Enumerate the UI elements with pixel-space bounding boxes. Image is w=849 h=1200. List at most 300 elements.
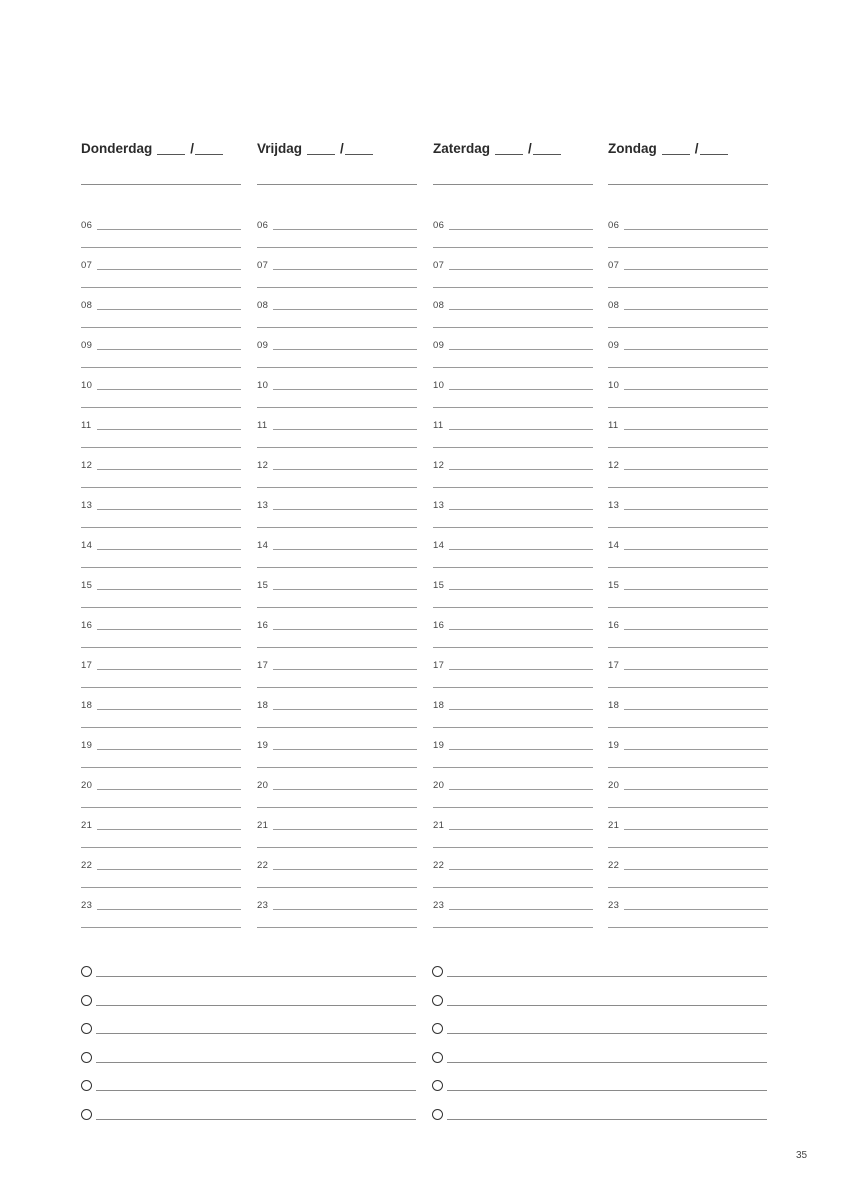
hour-entry-line-secondary[interactable] (433, 727, 593, 728)
hour-entry-line-secondary[interactable] (81, 247, 241, 248)
hour-entry-line[interactable] (624, 349, 768, 350)
hour-entry-line[interactable] (624, 869, 768, 870)
hour-label: 06 (257, 220, 269, 231)
hour-label: 13 (608, 500, 620, 511)
hour-row (433, 820, 593, 860)
hour-label: 20 (81, 780, 93, 791)
hour-row (257, 260, 417, 300)
hour-row (81, 500, 241, 540)
hour-entry-line[interactable] (624, 229, 768, 230)
hour-row (433, 620, 593, 660)
hour-entry-line[interactable] (273, 229, 417, 230)
hour-entry-line-secondary[interactable] (608, 687, 768, 688)
hour-label: 20 (608, 780, 620, 791)
hour-entry-line-secondary[interactable] (257, 767, 417, 768)
hour-entry-line-secondary[interactable] (433, 607, 593, 608)
hour-entry-line[interactable] (273, 909, 417, 910)
hour-label: 21 (433, 820, 445, 831)
task-entry-line[interactable] (96, 1033, 416, 1034)
hour-row (81, 340, 241, 380)
hour-row (257, 660, 417, 700)
hour-entry-line-secondary[interactable] (81, 567, 241, 568)
hour-entry-line-secondary[interactable] (608, 327, 768, 328)
hour-entry-line[interactable] (449, 669, 593, 670)
hour-label: 12 (257, 460, 269, 471)
hour-entry-line-secondary[interactable] (608, 447, 768, 448)
task-entry-line[interactable] (447, 1090, 767, 1091)
checkbox-circle-icon[interactable] (432, 1109, 443, 1120)
hour-entry-line[interactable] (273, 429, 417, 430)
task-item (432, 1052, 768, 1066)
hour-row (433, 300, 593, 340)
hour-entry-line[interactable] (273, 349, 417, 350)
hour-entry-line-secondary[interactable] (257, 687, 417, 688)
hour-row (608, 780, 768, 820)
hour-label: 21 (608, 820, 620, 831)
checkbox-circle-icon[interactable] (81, 995, 92, 1006)
hour-entry-line[interactable] (97, 709, 241, 710)
hour-entry-line[interactable] (273, 629, 417, 630)
hour-row (257, 420, 417, 460)
hour-entry-line-secondary[interactable] (608, 767, 768, 768)
hour-entry-line-secondary[interactable] (257, 727, 417, 728)
hour-entry-line[interactable] (97, 269, 241, 270)
day-date-blank[interactable] (662, 154, 690, 155)
hour-row (433, 860, 593, 900)
hour-label: 09 (608, 340, 620, 351)
hour-entry-line[interactable] (97, 669, 241, 670)
hour-row (433, 460, 593, 500)
checkbox-circle-icon[interactable] (81, 966, 92, 977)
hour-row (81, 460, 241, 500)
hour-entry-line[interactable] (273, 469, 417, 470)
hour-row (257, 220, 417, 260)
hour-entry-line-secondary[interactable] (433, 327, 593, 328)
day-note-line[interactable] (257, 184, 417, 185)
hour-entry-line[interactable] (97, 589, 241, 590)
hour-entry-line-secondary[interactable] (81, 527, 241, 528)
hour-entry-line[interactable] (449, 589, 593, 590)
hour-label: 13 (81, 500, 93, 511)
hour-entry-line-secondary[interactable] (257, 807, 417, 808)
hour-label: 16 (608, 620, 620, 631)
hour-label: 17 (433, 660, 445, 671)
hour-entry-line[interactable] (449, 789, 593, 790)
hour-entry-line-secondary[interactable] (81, 327, 241, 328)
day-name: Donderdag (81, 141, 153, 156)
hour-entry-line-secondary[interactable] (257, 487, 417, 488)
hour-entry-line-secondary[interactable] (257, 847, 417, 848)
hour-entry-line[interactable] (273, 589, 417, 590)
hour-entry-line[interactable] (624, 269, 768, 270)
hour-row (608, 860, 768, 900)
hour-label: 06 (81, 220, 93, 231)
hour-entry-line[interactable] (624, 469, 768, 470)
hour-entry-line[interactable] (449, 389, 593, 390)
hour-row (433, 540, 593, 580)
task-item (81, 1080, 417, 1094)
hour-row (257, 460, 417, 500)
hour-label: 06 (608, 220, 620, 231)
hour-label: 15 (433, 580, 445, 591)
hour-entry-line-secondary[interactable] (608, 927, 768, 928)
hour-entry-line[interactable] (97, 429, 241, 430)
hour-entry-line[interactable] (273, 789, 417, 790)
hour-entry-line-secondary[interactable] (433, 887, 593, 888)
task-item (81, 966, 417, 980)
hour-entry-line[interactable] (449, 869, 593, 870)
hour-entry-line-secondary[interactable] (81, 847, 241, 848)
hour-entry-line[interactable] (97, 629, 241, 630)
hour-row (81, 620, 241, 660)
hour-label: 17 (608, 660, 620, 671)
day-date-blank[interactable] (495, 154, 523, 155)
day-header (81, 141, 223, 159)
hour-entry-line[interactable] (273, 389, 417, 390)
hour-row (81, 540, 241, 580)
checkbox-circle-icon[interactable] (81, 1052, 92, 1063)
hour-entry-line[interactable] (624, 749, 768, 750)
hour-entry-line-secondary[interactable] (433, 687, 593, 688)
hour-row (433, 260, 593, 300)
hour-row (257, 740, 417, 780)
hour-entry-line[interactable] (449, 269, 593, 270)
task-item (81, 1109, 417, 1123)
hour-label: 22 (608, 860, 620, 871)
hour-label: 12 (433, 460, 445, 471)
hour-entry-line-secondary[interactable] (433, 567, 593, 568)
task-entry-line[interactable] (447, 1033, 767, 1034)
task-entry-line[interactable] (96, 1090, 416, 1091)
hour-label: 14 (81, 540, 93, 551)
task-entry-line[interactable] (447, 1119, 767, 1120)
hour-entry-line[interactable] (449, 469, 593, 470)
hour-label: 07 (257, 260, 269, 271)
hour-row (257, 820, 417, 860)
hour-row (257, 780, 417, 820)
hour-entry-line[interactable] (449, 709, 593, 710)
hour-entry-line-secondary[interactable] (81, 647, 241, 648)
hour-entry-line-secondary[interactable] (608, 287, 768, 288)
hour-entry-line-secondary[interactable] (433, 927, 593, 928)
hour-entry-line[interactable] (449, 509, 593, 510)
hour-entry-line-secondary[interactable] (81, 287, 241, 288)
hour-label: 15 (608, 580, 620, 591)
hour-row (81, 580, 241, 620)
hour-entry-line[interactable] (273, 869, 417, 870)
hour-entry-line-secondary[interactable] (608, 647, 768, 648)
checkbox-circle-icon[interactable] (81, 1080, 92, 1091)
hour-entry-line-secondary[interactable] (257, 407, 417, 408)
day-header (608, 141, 728, 159)
date-separator: / (190, 141, 195, 156)
hour-entry-line[interactable] (273, 829, 417, 830)
hour-entry-line[interactable] (624, 629, 768, 630)
hour-label: 18 (81, 700, 93, 711)
hour-entry-line[interactable] (624, 429, 768, 430)
hour-entry-line[interactable] (624, 909, 768, 910)
hour-row (81, 260, 241, 300)
task-entry-line[interactable] (96, 1119, 416, 1120)
hour-label: 23 (81, 900, 93, 911)
hour-entry-line-secondary[interactable] (257, 287, 417, 288)
checkbox-circle-icon[interactable] (432, 1080, 443, 1091)
hour-label: 13 (257, 500, 269, 511)
hour-row (257, 300, 417, 340)
hour-entry-line-secondary[interactable] (257, 647, 417, 648)
hour-entry-line-secondary[interactable] (433, 847, 593, 848)
hour-label: 08 (433, 300, 445, 311)
hour-row (81, 300, 241, 340)
hour-entry-line[interactable] (97, 869, 241, 870)
task-item (432, 1109, 768, 1123)
hour-label: 15 (257, 580, 269, 591)
hour-entry-line-secondary[interactable] (257, 927, 417, 928)
hour-entry-line[interactable] (273, 269, 417, 270)
hour-entry-line-secondary[interactable] (81, 607, 241, 608)
hour-entry-line[interactable] (97, 309, 241, 310)
task-item (432, 966, 768, 980)
hour-entry-line[interactable] (97, 549, 241, 550)
hour-entry-line[interactable] (449, 349, 593, 350)
hour-label: 09 (257, 340, 269, 351)
hour-entry-line[interactable] (97, 469, 241, 470)
hour-label: 11 (257, 420, 268, 431)
hour-entry-line[interactable] (449, 629, 593, 630)
hour-label: 16 (433, 620, 445, 631)
hour-entry-line[interactable] (97, 829, 241, 830)
hour-row (608, 540, 768, 580)
hour-label: 14 (608, 540, 620, 551)
hour-entry-line-secondary[interactable] (81, 367, 241, 368)
hour-entry-line[interactable] (273, 549, 417, 550)
month-date-blank[interactable] (533, 154, 561, 155)
checkbox-circle-icon[interactable] (81, 1023, 92, 1034)
day-date-blank[interactable] (157, 154, 185, 155)
hour-entry-line-secondary[interactable] (608, 487, 768, 488)
hour-entry-line-secondary[interactable] (81, 887, 241, 888)
hour-entry-line-secondary[interactable] (433, 367, 593, 368)
hour-entry-line-secondary[interactable] (608, 247, 768, 248)
day-note-line[interactable] (81, 184, 241, 185)
hour-label: 19 (81, 740, 93, 751)
hour-row (257, 580, 417, 620)
hour-label: 18 (608, 700, 620, 711)
hour-label: 15 (81, 580, 93, 591)
hour-row (608, 580, 768, 620)
hour-entry-line-secondary[interactable] (433, 447, 593, 448)
hour-entry-line[interactable] (273, 669, 417, 670)
hour-entry-line[interactable] (624, 789, 768, 790)
page-number: 35 (796, 1150, 808, 1161)
hour-entry-line-secondary[interactable] (433, 767, 593, 768)
hour-entry-line[interactable] (97, 229, 241, 230)
hour-row (608, 300, 768, 340)
hour-row (608, 660, 768, 700)
hour-entry-line[interactable] (97, 789, 241, 790)
checkbox-circle-icon[interactable] (432, 966, 443, 977)
hour-row (81, 780, 241, 820)
hour-row (608, 500, 768, 540)
month-date-blank[interactable] (345, 154, 373, 155)
date-separator: / (340, 141, 344, 156)
hour-row (608, 620, 768, 660)
hour-entry-line-secondary[interactable] (433, 807, 593, 808)
day-name: Vrijdag (257, 141, 303, 156)
hour-entry-line-secondary[interactable] (257, 567, 417, 568)
day-note-line[interactable] (608, 184, 768, 185)
hour-entry-line[interactable] (624, 309, 768, 310)
hour-entry-line-secondary[interactable] (257, 367, 417, 368)
hour-entry-line-secondary[interactable] (257, 327, 417, 328)
hour-entry-line[interactable] (624, 669, 768, 670)
hour-label: 07 (608, 260, 620, 271)
task-entry-line[interactable] (447, 1062, 767, 1063)
hour-entry-line[interactable] (624, 829, 768, 830)
hour-entry-line-secondary[interactable] (257, 607, 417, 608)
hour-row (433, 380, 593, 420)
hour-row (608, 220, 768, 260)
checkbox-circle-icon[interactable] (81, 1109, 92, 1120)
month-date-blank[interactable] (700, 154, 728, 155)
hour-row (257, 340, 417, 380)
hour-entry-line-secondary[interactable] (81, 807, 241, 808)
hour-entry-line[interactable] (624, 509, 768, 510)
hour-entry-line-secondary[interactable] (608, 567, 768, 568)
hour-row (433, 740, 593, 780)
hour-entry-line[interactable] (449, 549, 593, 550)
checkbox-circle-icon[interactable] (432, 1052, 443, 1063)
hour-row (433, 580, 593, 620)
hour-entry-line-secondary[interactable] (433, 287, 593, 288)
hour-label: 12 (81, 460, 93, 471)
hour-entry-line-secondary[interactable] (81, 727, 241, 728)
hour-entry-line[interactable] (624, 709, 768, 710)
task-entry-line[interactable] (96, 1062, 416, 1063)
task-entry-line[interactable] (447, 976, 767, 977)
hour-entry-line-secondary[interactable] (257, 887, 417, 888)
hour-row (81, 420, 241, 460)
hour-row (608, 700, 768, 740)
hour-row (257, 540, 417, 580)
hour-entry-line[interactable] (624, 589, 768, 590)
hour-row (433, 900, 593, 940)
checkbox-circle-icon[interactable] (432, 1023, 443, 1034)
month-date-blank[interactable] (195, 154, 223, 155)
hour-label: 10 (81, 380, 93, 391)
hour-entry-line[interactable] (449, 429, 593, 430)
hour-entry-line[interactable] (449, 749, 593, 750)
hour-entry-line[interactable] (273, 749, 417, 750)
hour-row (608, 340, 768, 380)
hour-entry-line-secondary[interactable] (257, 247, 417, 248)
hour-entry-line[interactable] (624, 389, 768, 390)
hour-label: 21 (81, 820, 93, 831)
hour-entry-line-secondary[interactable] (433, 407, 593, 408)
hour-entry-line-secondary[interactable] (608, 367, 768, 368)
hour-entry-line-secondary[interactable] (81, 687, 241, 688)
hour-entry-line-secondary[interactable] (608, 847, 768, 848)
task-item (81, 1023, 417, 1037)
day-header (433, 141, 561, 159)
hour-entry-line-secondary[interactable] (81, 447, 241, 448)
hour-entry-line[interactable] (97, 509, 241, 510)
hour-label: 17 (257, 660, 269, 671)
day-note-line[interactable] (433, 184, 593, 185)
hour-label: 19 (257, 740, 269, 751)
hour-entry-line-secondary[interactable] (608, 807, 768, 808)
hour-label: 10 (257, 380, 269, 391)
hour-entry-line-secondary[interactable] (433, 247, 593, 248)
hour-row (257, 900, 417, 940)
task-entry-line[interactable] (96, 1005, 416, 1006)
hour-entry-line[interactable] (97, 349, 241, 350)
date-separator: / (694, 141, 699, 156)
hour-entry-line[interactable] (97, 389, 241, 390)
hour-entry-line-secondary[interactable] (608, 727, 768, 728)
hour-label: 11 (608, 420, 619, 431)
hour-entry-line-secondary[interactable] (257, 447, 417, 448)
hour-row (257, 500, 417, 540)
hour-label: 23 (608, 900, 620, 911)
hour-entry-line[interactable] (97, 909, 241, 910)
hour-label: 08 (608, 300, 620, 311)
hour-label: 20 (433, 780, 445, 791)
hour-label: 07 (433, 260, 445, 271)
hour-label: 21 (257, 820, 269, 831)
hour-entry-line[interactable] (273, 509, 417, 510)
hour-entry-line-secondary[interactable] (81, 767, 241, 768)
hour-entry-line-secondary[interactable] (433, 487, 593, 488)
hour-entry-line[interactable] (624, 549, 768, 550)
hour-label: 11 (433, 420, 444, 431)
task-entry-line[interactable] (96, 976, 416, 977)
hour-entry-line[interactable] (273, 709, 417, 710)
hour-entry-line[interactable] (97, 749, 241, 750)
hour-entry-line-secondary[interactable] (608, 887, 768, 888)
hour-row (81, 740, 241, 780)
hour-entry-line[interactable] (273, 309, 417, 310)
hour-label: 22 (81, 860, 93, 871)
hour-entry-line[interactable] (449, 309, 593, 310)
hour-entry-line[interactable] (449, 229, 593, 230)
hour-label: 16 (81, 620, 93, 631)
hour-label: 19 (433, 740, 445, 751)
hour-entry-line-secondary[interactable] (608, 527, 768, 528)
hour-entry-line[interactable] (449, 829, 593, 830)
hour-entry-line-secondary[interactable] (433, 527, 593, 528)
day-date-blank[interactable] (307, 154, 335, 155)
hour-entry-line-secondary[interactable] (81, 407, 241, 408)
hour-label: 16 (257, 620, 269, 631)
hour-entry-line-secondary[interactable] (608, 607, 768, 608)
hour-entry-line-secondary[interactable] (608, 407, 768, 408)
task-entry-line[interactable] (447, 1005, 767, 1006)
hour-entry-line[interactable] (449, 909, 593, 910)
hour-label: 20 (257, 780, 269, 791)
hour-row (81, 700, 241, 740)
hour-row (608, 460, 768, 500)
hour-entry-line-secondary[interactable] (81, 927, 241, 928)
hour-entry-line-secondary[interactable] (433, 647, 593, 648)
task-item (432, 1080, 768, 1094)
checkbox-circle-icon[interactable] (432, 995, 443, 1006)
hour-entry-line-secondary[interactable] (81, 487, 241, 488)
hour-entry-line-secondary[interactable] (257, 527, 417, 528)
hour-row (433, 500, 593, 540)
hour-row (257, 860, 417, 900)
hour-row (433, 420, 593, 460)
